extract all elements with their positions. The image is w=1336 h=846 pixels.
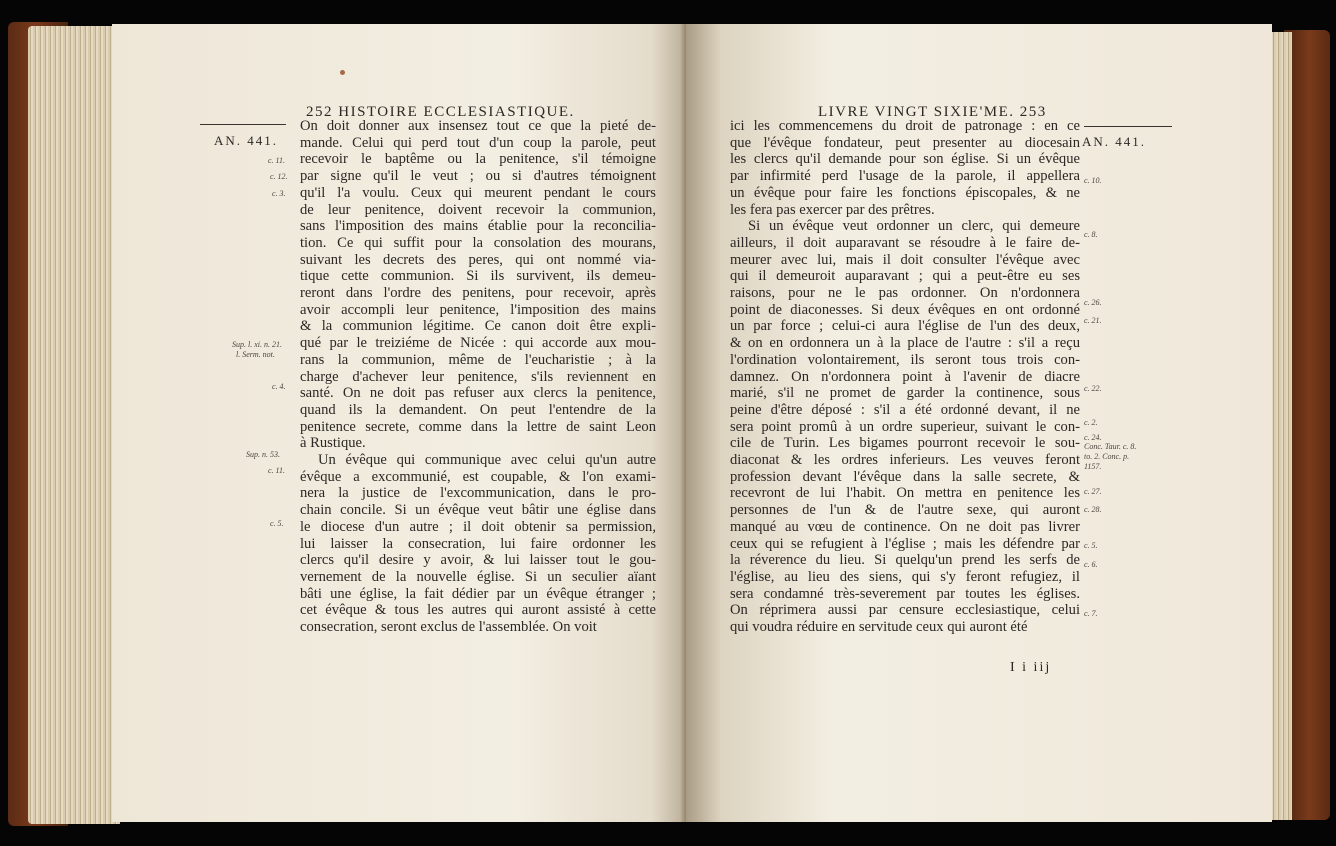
text-line: le diocese d'un autre ; il doit obtenir sa permission,	[300, 518, 656, 535]
left-page-header: 252 HISTOIRE ECCLESIASTIQUE.	[306, 104, 575, 120]
text-line: sans l'imposition des mains établie pour la reconcilia-	[300, 218, 656, 235]
text-line: raisons, pour ne le pas ordonner. On n'ordonnera	[730, 285, 1080, 302]
text-line: marié, s'il ne promet de garder la continence, sous	[730, 385, 1080, 402]
text-line: On réprimera aussi par censure ecclesiastique, celui	[730, 602, 1080, 619]
text-line: nera la justice de l'excommunication, dans le pro-	[300, 485, 656, 502]
margin-note: Conc. Taur. c. 8.	[1084, 442, 1137, 451]
text-line: & on en ordonnera un à la place de l'autre : s'il a reçu	[730, 335, 1080, 352]
text-line: vernement de la nouvelle église. Si un seculier aïant	[300, 568, 656, 585]
margin-note: c. 27.	[1084, 487, 1102, 496]
text-line: l'église, au lieu des siens, qui s'y feront refugiez, il	[730, 568, 1080, 585]
text-line: meurer avec lui, mais il doit consulter l'évêque avec	[730, 251, 1080, 268]
right-year-rule	[1084, 126, 1172, 127]
text-line: cet évêque & tous les autres qui auront assisté à cette	[300, 602, 656, 619]
text-line: Un évêque qui communique avec celui qu'un autre	[318, 452, 656, 469]
text-line: recevoir le baptême ou la penitence, s'il témoigne	[300, 151, 656, 168]
margin-note: c. 12.	[270, 172, 288, 181]
text-line: quand ils la demandent. On peut l'entendre de la	[300, 401, 656, 418]
ornament-dot	[340, 70, 345, 75]
signature-mark: I i iij	[1010, 660, 1052, 675]
text-line: mande. Celui qui perd tout d'un coup la parole, peut	[300, 134, 656, 151]
text-line: que l'évêque fondateur, peut presenter au diocesain	[730, 134, 1080, 151]
text-line: peine d'être déposé : s'il a été ordonné devant, il ne	[730, 401, 1080, 418]
margin-note: c. 2.	[1084, 418, 1098, 427]
text-line: l'ordination volontairement, ils seront tous trois con-	[730, 351, 1080, 368]
text-line: la réverence du lieu. Si quelqu'un prend les serfs de	[730, 552, 1080, 569]
text-line: Si un évêque veut ordonner un clerc, qui demeure	[748, 218, 1080, 235]
text-line: On doit donner aux insensez tout ce que la pieté de-	[300, 118, 656, 134]
text-line: ailleurs, il doit auparavant se résoudre à le faire de-	[730, 234, 1080, 251]
margin-note: c. 8.	[1084, 230, 1098, 239]
text-line: à Rustique.	[300, 435, 366, 452]
margin-note: c. 10.	[1084, 176, 1102, 185]
text-line: sera condamné très-severement par toutes les églises.	[730, 585, 1080, 602]
text-line: personnes de l'un & de l'autre sexe, qui auront	[730, 502, 1080, 519]
margin-note: c. 6.	[1084, 560, 1098, 569]
text-line: lui laisser la consecration, lui faire ordonner les	[300, 535, 656, 552]
margin-note: c. 21.	[1084, 316, 1102, 325]
text-line: cile de Turin. Les bigames pourront recevoir le sou-	[730, 435, 1080, 452]
text-line: sera point promû à un ordre superieur, suivant le con-	[730, 418, 1080, 435]
margin-note: c. 3.	[272, 189, 286, 198]
margin-note: c. 5.	[1084, 541, 1098, 550]
margin-note: 1157.	[1084, 462, 1102, 471]
margin-note: c. 7.	[1084, 609, 1098, 618]
text-line: consecration, seront exclus de l'assemblée. On voit	[300, 619, 597, 636]
text-line: santé. On ne doit pas refuser aux clercs la penitence,	[300, 385, 656, 402]
text-line: par infirmité perd l'usage de la parole, il appellera	[730, 168, 1080, 185]
text-line: penitence secrete, comme dans la lettre de saint Leon	[300, 418, 656, 435]
margin-note: c. 28.	[1084, 505, 1102, 514]
text-line: suivant les decrets des peres, qui ont nommé via-	[300, 251, 656, 268]
margin-note: c. 26.	[1084, 298, 1102, 307]
margin-note: Sup. n. 53.	[246, 450, 280, 459]
text-line: rans la communion, même de l'eucharistie ; à la	[300, 351, 656, 368]
margin-note: c. 24.	[1084, 433, 1102, 442]
text-line: les fera pas exercer par des prêtres.	[730, 201, 935, 218]
text-line: profession devant l'évêque dans la salle secrete, &	[730, 468, 1080, 485]
margin-note: c. 4.	[272, 382, 286, 391]
text-line: chain concile. Si un évêque veut bâtir une église dans	[300, 502, 656, 519]
text-line: ceux qui se refugient à l'église ; mais les défendre par	[730, 535, 1080, 552]
margin-note: c. 22.	[1084, 384, 1102, 393]
margin-note: l. Serm. not.	[236, 350, 275, 359]
left-page-text	[300, 118, 656, 636]
left-page-edges	[28, 26, 120, 824]
text-line: qu'il l'a voulu. Ceux qui meurent pendant le cours	[300, 184, 656, 201]
text-line: diaconat & les ordres inferieurs. Les veuves feront	[730, 452, 1080, 469]
text-line: avoir accompli leur penitence, l'imposition des mains	[300, 301, 656, 318]
text-line: damnez. On n'ordonnera point à l'avenir de diacre	[730, 368, 1080, 385]
text-line: par signe qu'il le veut ; ou si d'autres témoignent	[300, 168, 656, 185]
text-line: reront dans l'ordre des penitens, pour recevoir, après	[300, 285, 656, 302]
text-line: bâti une église, la fait dédier par un évêque étranger ;	[300, 585, 656, 602]
text-line: & la communion légitime. Ce canon doit être expli-	[300, 318, 656, 335]
text-line: clercs qu'il desire y avoir, & lui laisser tout le gou-	[300, 552, 656, 569]
text-line: point de diaconesses. Si deux évêques en ont ordonné	[730, 301, 1080, 318]
right-year-label: AN. 441.	[1082, 134, 1147, 149]
text-line: qui voudra réduire en servitude ceux qui auront été	[730, 619, 1028, 636]
margin-note: c. 11.	[268, 156, 285, 165]
text-line: les clercs qu'il demande pour son église. Si un évêque	[730, 151, 1080, 168]
left-year-label: AN. 441.	[214, 133, 279, 148]
margin-note: Sup. l. xi. n. 21.	[232, 340, 282, 349]
text-line: recevront de lui l'habit. On mettra en penitence les	[730, 485, 1080, 502]
right-page-text	[730, 118, 1080, 636]
text-line: charge d'achever leur penitence, s'ils reviennent en	[300, 368, 656, 385]
text-line: ici les commencemens du droit de patronage : en ce	[730, 118, 1080, 134]
left-year-rule	[200, 124, 286, 125]
right-page-header: LIVRE VINGT SIXIE'ME. 253	[818, 104, 1047, 120]
margin-note: c. 11.	[268, 466, 285, 475]
text-line: un évêque pour faire les fonctions épiscopales, & ne	[730, 184, 1080, 201]
text-line: un par force ; celui-ci aura l'église de l'un des deux,	[730, 318, 1080, 335]
text-line: qué par le treiziéme de Nicée : qui accorde aux mou-	[300, 335, 656, 352]
text-line: évêque a excommunié, est coupable, & l'on exami-	[300, 468, 656, 485]
margin-note: to. 2. Conc. p.	[1084, 452, 1130, 461]
text-line: de leur penitence, doivent recevoir la communion,	[300, 201, 656, 218]
text-line: manqué au vœu de continence. On ne doit pas livrer	[730, 518, 1080, 535]
text-line: tion. Ce qui suffit pour la consolation des mourans,	[300, 234, 656, 251]
margin-note: c. 5.	[270, 519, 284, 528]
text-line: tique cette communion. Si ils survivent, ils demeu-	[300, 268, 656, 285]
text-line: qui il demeuroit auparavant ; qui a peut-être eu ses	[730, 268, 1080, 285]
